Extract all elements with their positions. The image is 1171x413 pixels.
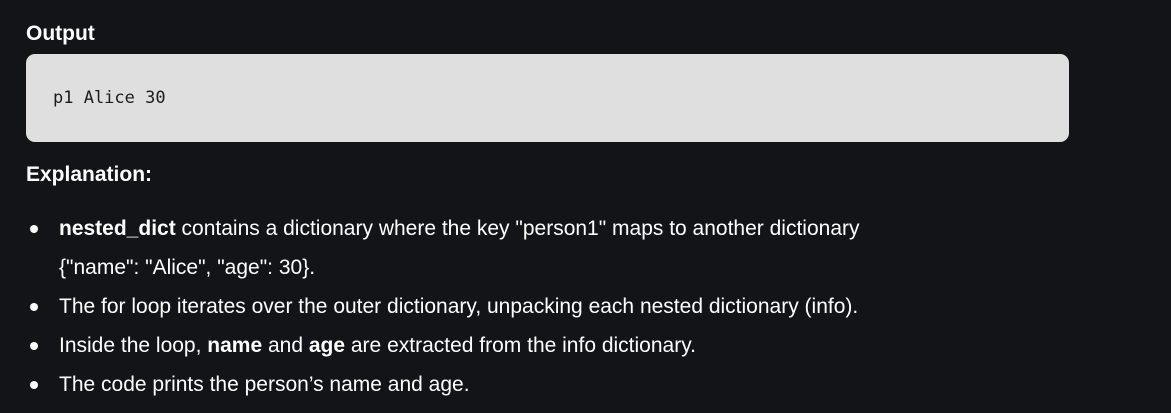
nested-dict-term: nested_dict <box>59 217 176 240</box>
list-item-text: are extracted from the info dictionary. <box>345 334 696 357</box>
list-item <box>26 326 1069 365</box>
bullet-dot-icon <box>30 381 38 389</box>
list-item-text: Inside the loop, <box>59 334 208 357</box>
list-item-text: contains a dictionary where the key "person1" maps to another dictionary <box>175 217 860 240</box>
list-item-text: The code prints the person’s name and age. <box>59 373 470 396</box>
explanation-heading: Explanation: <box>26 163 153 186</box>
output-heading: Output <box>26 22 95 45</box>
list-item-text: The for loop iterates over the outer dictionary, unpacking each nested dictionary (info). <box>59 295 859 318</box>
list-item-text: and <box>262 334 309 357</box>
list-item <box>26 365 1069 404</box>
code-output-block <box>26 54 1069 142</box>
list-item-text-continued: {"name": "Alice", "age": 30}. <box>59 256 316 279</box>
list-item <box>26 287 1069 326</box>
explanation-list <box>26 209 1069 404</box>
bullet-dot-icon <box>30 303 38 311</box>
bullet-dot-icon <box>30 342 38 350</box>
name-term: name <box>207 334 263 357</box>
list-item <box>26 209 1069 287</box>
age-term: age <box>308 334 346 357</box>
code-output-text: p1 Alice 30 <box>53 88 166 108</box>
bullet-dot-icon <box>30 225 38 233</box>
